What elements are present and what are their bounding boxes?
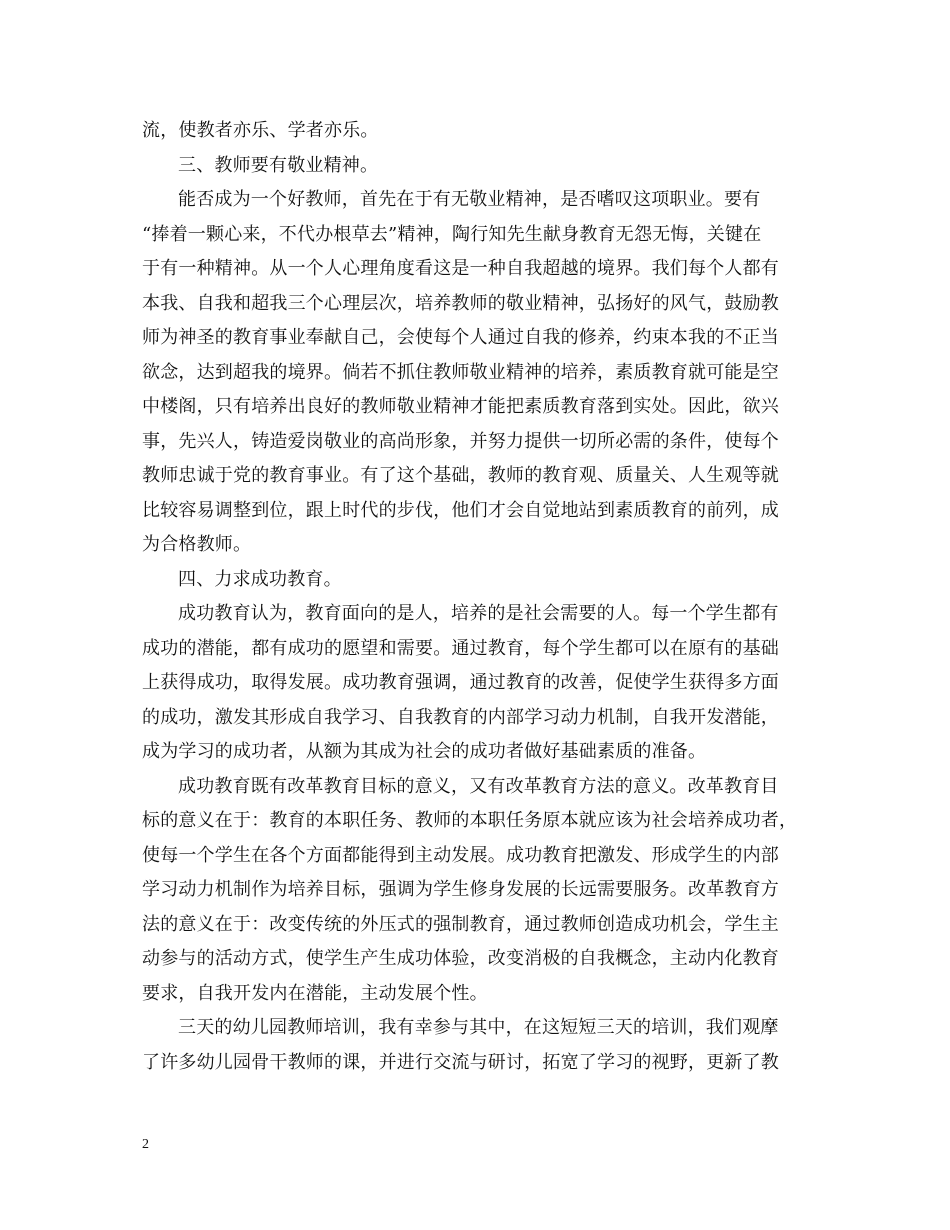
text-line: 为合格教师。 bbox=[142, 534, 252, 555]
text-line: 比较容易调整到位，跟上时代的步伐，他们才会自觉地站到素质教育的前列，成 bbox=[142, 499, 779, 521]
text-line: 教师忠诚于党的教育事业。有了这个基础，教师的教育观、质量关、人生观等就 bbox=[142, 465, 779, 486]
text-line: 中楼阁，只有培养出良好的教师敬业精神才能把素质教育落到实处。因此，欲兴 bbox=[142, 396, 779, 417]
text-line: 使每一个学生在各个方面都能得到主动发展。成功教育把激发、形成学生的内部 bbox=[142, 844, 779, 866]
text-line: 要求，自我开发内在潜能，主动发展个性。 bbox=[142, 982, 488, 1004]
section-heading: 四、力求成功教育。 bbox=[178, 568, 342, 590]
text-line: 能否成为一个好教师，首先在于有无敬业精神，是否嗜叹这项职业。要有 bbox=[178, 189, 761, 210]
text-line: 动参与的活动方式，使学生产生成功体验，改变消极的自我概念，主动内化教育 bbox=[142, 948, 779, 969]
text-line: 成功的潜能，都有成功的愿望和需要。通过教育，每个学生都可以在原有的基础 bbox=[142, 637, 779, 659]
page-number: 2 bbox=[142, 1137, 149, 1152]
text-line: 法的意义在于：改变传统的外压式的强制教育，通过教师创造成功机会，学生主 bbox=[142, 913, 779, 935]
text-line: 成功教育既有改革教育目标的意义，又有改革教育方法的意义。改革教育目 bbox=[178, 775, 779, 797]
text-line: 成功教育认为，教育面向的是人，培养的是社会需要的人。每一个学生都有 bbox=[178, 603, 779, 624]
text-line: 上获得成功，取得发展。成功教育强调，通过教育的改善，促使学生获得多方面 bbox=[142, 672, 779, 693]
document-body bbox=[142, 114, 822, 1080]
text-line: 成为学习的成功者，从额为其成为社会的成功者做好基础素质的准备。 bbox=[142, 741, 707, 762]
text-line: 欲念，达到超我的境界。倘若不抓住教师敬业精神的培养，素质教育就可能是空 bbox=[142, 361, 779, 383]
text-line: 的成功，激发其形成自我学习、自我教育的内部学习动力机制，自我开发潜能， bbox=[142, 706, 779, 728]
text-line: 了许多幼儿园骨干教师的课，并进行交流与研讨，拓宽了学习的视野，更新了教 bbox=[142, 1051, 779, 1073]
text-line: 于有一种精神。从一个人心理角度看这是一种自我超越的境界。我们每个人都有 bbox=[142, 258, 779, 279]
text-line: 事，先兴人，铸造爱岗敬业的高尚形象，并努力提供一切所必需的条件，使每个 bbox=[142, 430, 779, 452]
text-line: 标的意义在于：教育的本职任务、教师的本职任务原本就应该为社会培养成功者， bbox=[142, 810, 798, 831]
text-line: 流，使教者亦乐、学者亦乐。 bbox=[142, 120, 379, 141]
text-line: 三天的幼儿园教师培训，我有幸参与其中，在这短短三天的培训，我们观摩 bbox=[178, 1017, 779, 1038]
text-line: 本我、自我和超我三个心理层次，培养教师的敬业精神，弘扬好的风气，鼓励教 bbox=[142, 292, 779, 314]
section-heading: 三、教师要有敬业精神。 bbox=[178, 154, 379, 176]
text-line: “捧着一颗心来，不代办根草去”精神，陶行知先生献身教育无怨无悔，关键在 bbox=[142, 223, 762, 245]
text-line: 师为神圣的教育事业奉献自己，会使每个人通过自我的修养，约束本我的不正当 bbox=[142, 327, 779, 348]
text-line: 学习动力机制作为培养目标，强调为学生修身发展的长远需要服务。改革教育方 bbox=[142, 879, 779, 900]
